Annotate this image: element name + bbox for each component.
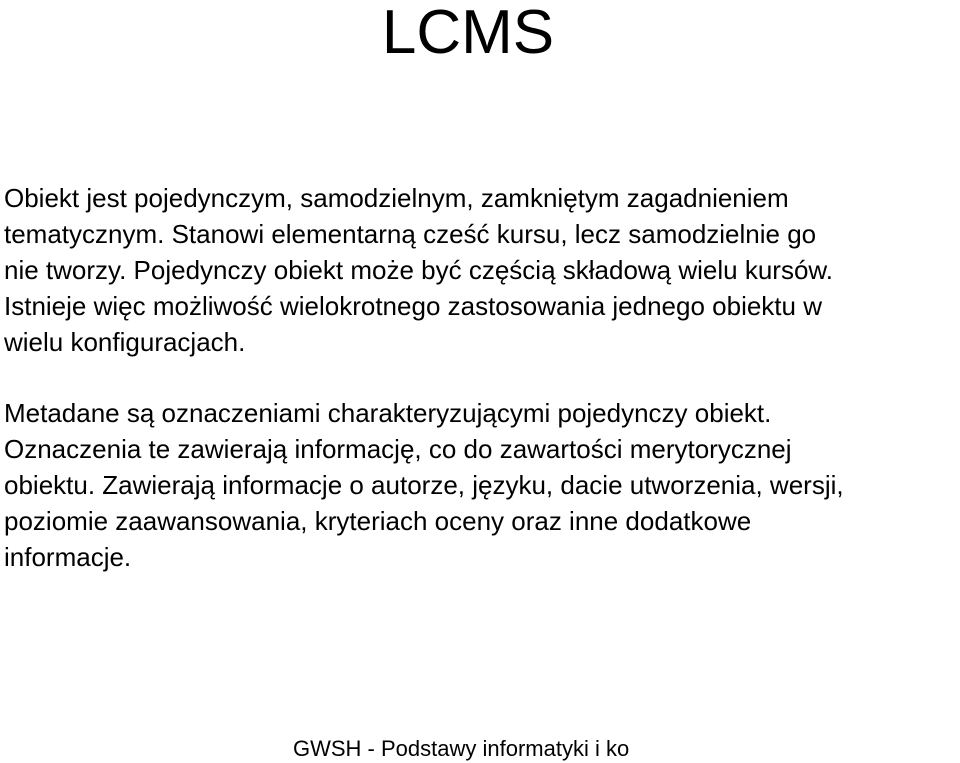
text-line: Istnieje więc możliwość wielokrotnego zastosowania jednego obiektu w [4, 291, 822, 321]
slide-footer: GWSH - Podstawy informatyki i ko [293, 736, 630, 761]
text-line: wielu konfiguracjach. [4, 327, 246, 357]
text-line: tematycznym. Stanowi elementarną cześć kursu, lecz samodzielnie go [4, 219, 817, 249]
text-line: Metadane są oznaczeniami charakteryzującymi pojedynczy obiekt. [4, 398, 772, 428]
paragraph-object-definition [4, 180, 954, 360]
paragraph-metadata-definition [4, 395, 954, 575]
text-line: nie tworzy. Pojedynczy obiekt może być częścią składową wielu kursów. [4, 255, 833, 285]
slide-title: LCMS [381, 0, 555, 67]
text-line: obiektu. Zawierają informacje o autorze, języku, dacie utworzenia, wersji, [4, 470, 844, 500]
text-line: poziomie zaawansowania, kryteriach oceny oraz inne dodatkowe [4, 506, 752, 536]
text-line: Obiekt jest pojedynczym, samodzielnym, zamkniętym zagadnieniem [4, 183, 789, 213]
text-line: informacje. [4, 542, 132, 572]
text-line: Oznaczenia te zawierają informację, co do zawartości merytorycznej [4, 434, 792, 464]
